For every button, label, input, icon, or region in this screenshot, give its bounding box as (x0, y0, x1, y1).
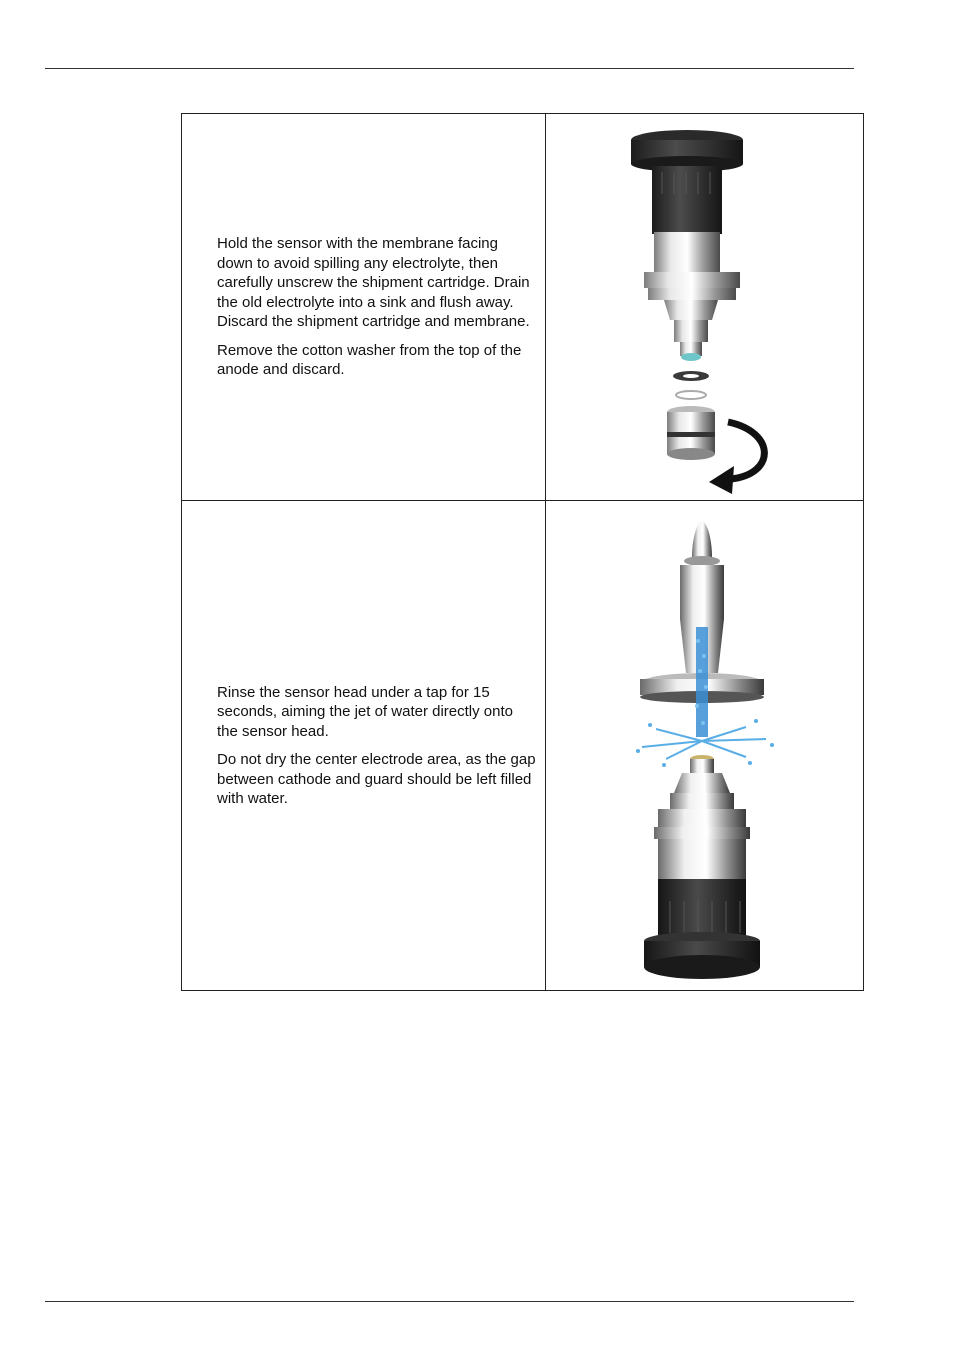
procedure-table (181, 113, 864, 991)
step-row-rinse (182, 501, 863, 990)
step-paragraph: Do not dry the center electrode area, as the gap between cathode and guard should be left filled with water. (217, 751, 536, 807)
step-text-cell (182, 114, 546, 500)
sensor-rinse-illustration (546, 501, 864, 989)
step-paragraph: Rinse the sensor head under a tap for 15 seconds, aiming the jet of water directly onto the sensor head. (217, 683, 513, 740)
step-row-unscrew (182, 114, 863, 501)
sensor-unscrew-illustration (546, 114, 864, 500)
footer-rule (45, 1301, 854, 1302)
step-paragraph: Hold the sensor with the membrane facing down to avoid spilling any electrolyte, then carefully unscrew the shipment cartridge. Drain the old electrolyte into a sink and flush away. Discard the shipment cartridge and membrane. (217, 235, 530, 331)
step-image-cell (546, 501, 863, 990)
header-rule (45, 68, 854, 69)
step-text-cell (182, 501, 546, 990)
step-image-cell (546, 114, 863, 500)
step-paragraph: Remove the cotton washer from the top of the anode and discard. (217, 341, 522, 379)
